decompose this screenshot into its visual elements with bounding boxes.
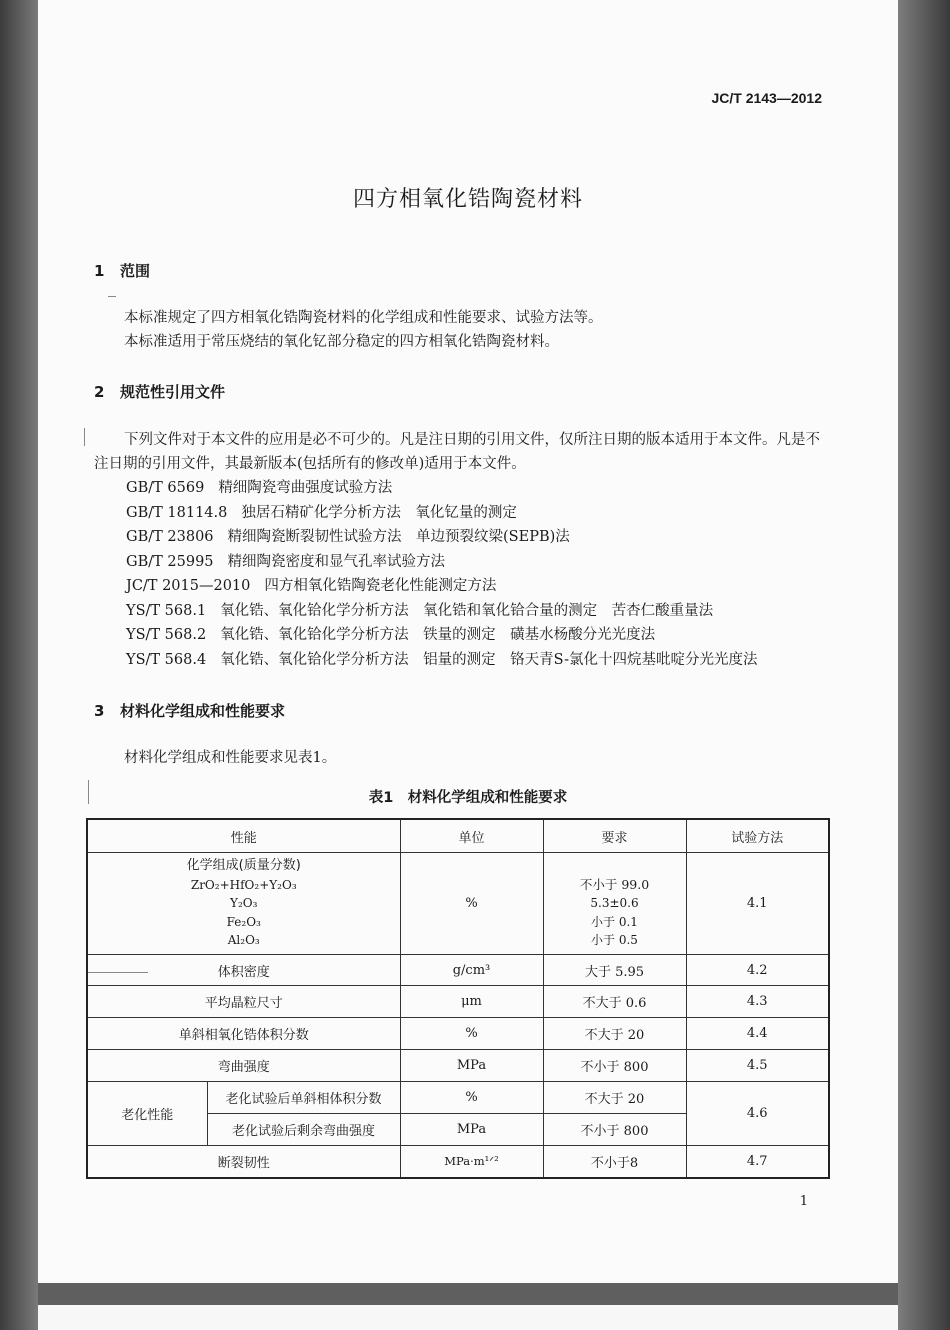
reference-title: 氧化锆、氧化铪化学分析方法 铝量的测定 铬天青S-氯化十四烷基吡啶分光光度法 xyxy=(220,651,758,668)
header-property: 性能 xyxy=(87,819,400,853)
requirement-cell: 不小于 800 xyxy=(543,1114,686,1146)
section-number: 3 xyxy=(94,702,105,720)
chem-line: Y₂O₃ xyxy=(230,896,258,911)
requirement-cell xyxy=(543,853,686,955)
chem-line: Al₂O₃ xyxy=(227,933,260,948)
method-cell: 4.5 xyxy=(686,1050,829,1082)
page-number: 1 xyxy=(799,1194,808,1209)
section-number: 2 xyxy=(94,383,105,401)
method-cell: 4.1 xyxy=(686,853,829,955)
requirement-cell: 不大于 20 xyxy=(543,1018,686,1050)
table-row xyxy=(87,1050,829,1082)
reference-code: YS/T 568.1 xyxy=(126,602,207,619)
section-3-heading xyxy=(94,700,285,721)
table-header-row xyxy=(87,819,829,853)
reference-item xyxy=(126,648,758,673)
requirement-cell: 不小于8 xyxy=(543,1146,686,1178)
reference-item xyxy=(126,476,758,501)
requirement-cell: 不小于 800 xyxy=(543,1050,686,1082)
header-requirement: 要求 xyxy=(543,819,686,853)
property-cell: 断裂韧性 xyxy=(87,1146,400,1178)
paragraph: 本标准规定了四方相氧化锆陶瓷材料的化学组成和性能要求、试验方法等。 xyxy=(124,310,603,326)
table-row xyxy=(87,1018,829,1050)
reference-code: YS/T 568.4 xyxy=(126,651,207,668)
method-cell: 4.7 xyxy=(686,1146,829,1178)
unit-cell: % xyxy=(400,853,543,955)
header-unit: 单位 xyxy=(400,819,543,853)
paragraph: 下列文件对于本文件的应用是必不可少的。凡是注日期的引用文件，仅所注日期的版本适用于本文件。凡是不注日期的引用文件，其最新版本(包括所有的修改单)适用于本文件。 xyxy=(94,432,820,472)
reference-item xyxy=(126,550,758,575)
section-number: 1 xyxy=(94,262,105,280)
property-cell: 老化试验后单斜相体积分数 xyxy=(207,1082,400,1114)
reference-title: 四方相氧化锆陶瓷老化性能测定方法 xyxy=(264,578,497,594)
scan-mark xyxy=(84,428,85,446)
property-cell: 平均晶粒尺寸 xyxy=(87,986,400,1018)
section-title: 范围 xyxy=(120,262,151,280)
section-2-body xyxy=(94,428,834,476)
req-line: 5.3±0.6 xyxy=(590,896,639,910)
section-3-body xyxy=(94,746,834,770)
section-title: 规范性引用文件 xyxy=(120,383,226,401)
reference-title: 独居石精矿化学分析方法 氧化钇量的测定 xyxy=(241,504,517,521)
unit-cell: MPa xyxy=(400,1050,543,1082)
table-row xyxy=(87,986,829,1018)
paragraph: 材料化学组成和性能要求见表1。 xyxy=(124,750,337,766)
req-line: 小于 0.5 xyxy=(591,933,638,947)
reference-item xyxy=(126,599,758,624)
method-cell: 4.6 xyxy=(686,1082,829,1146)
table-row xyxy=(87,955,829,986)
method-cell: 4.3 xyxy=(686,986,829,1018)
unit-cell: g/cm³ xyxy=(400,955,543,986)
table-row-chemical xyxy=(87,853,829,955)
reference-item xyxy=(126,525,758,550)
scan-mark xyxy=(88,780,89,804)
property-cell: 老化试验后剩余弯曲强度 xyxy=(207,1114,400,1146)
table-row-aging xyxy=(87,1082,829,1114)
reference-code: YS/T 568.2 xyxy=(126,627,207,643)
reference-title: 精细陶瓷断裂韧性试验方法 单边预裂纹梁(SEPB)法 xyxy=(227,529,570,545)
reference-code: GB/T 23806 xyxy=(126,529,214,545)
reference-item xyxy=(126,623,758,648)
req-line: 小于 0.1 xyxy=(591,914,638,929)
reference-title: 氧化锆、氧化铪化学分析方法 铁量的测定 磺基水杨酸分光光度法 xyxy=(220,627,656,643)
section-2-heading xyxy=(94,381,225,402)
property-cell: 弯曲强度 xyxy=(87,1050,400,1082)
reference-code: GB/T 6569 xyxy=(126,480,205,496)
requirement-cell: 大于 5.95 xyxy=(543,955,686,986)
method-cell: 4.4 xyxy=(686,1018,829,1050)
chem-line: Fe₂O₃ xyxy=(226,914,261,929)
reference-code: GB/T 25995 xyxy=(126,553,214,570)
reference-title: 精细陶瓷弯曲强度试验方法 xyxy=(218,480,393,496)
viewer-right-bezel xyxy=(898,0,950,1330)
req-line: 不小于 99.0 xyxy=(579,876,650,892)
requirements-table xyxy=(86,818,830,1179)
requirement-cell: 不大于 0.6 xyxy=(543,986,686,1018)
reference-code: JC/T 2015—2010 xyxy=(126,578,251,594)
aging-group-cell: 老化性能 xyxy=(87,1082,207,1146)
reference-title: 氧化锆、氧化铪化学分析方法 氧化锆和氧化铪合量的测定 苦杏仁酸重量法 xyxy=(220,602,714,619)
table-caption: 表1 材料化学组成和性能要求 xyxy=(368,790,568,806)
section-1-heading xyxy=(94,260,150,281)
viewer-left-bezel xyxy=(0,0,38,1330)
unit-cell: MPa xyxy=(400,1114,543,1146)
unit-cell: MPa·m¹ᐟ² xyxy=(400,1146,543,1178)
requirement-cell: 不大于 20 xyxy=(543,1082,686,1114)
section-title: 材料化学组成和性能要求 xyxy=(120,702,286,720)
property-cell: 单斜相氧化锆体积分数 xyxy=(87,1018,400,1050)
reference-item xyxy=(126,501,758,526)
method-cell: 4.2 xyxy=(686,955,829,986)
scan-mark xyxy=(88,972,148,973)
section-1-body xyxy=(94,306,834,354)
next-page-edge xyxy=(38,1305,898,1330)
property-cell: 体积密度 xyxy=(87,955,400,986)
scan-mark xyxy=(108,296,116,297)
unit-cell: μm xyxy=(400,986,543,1018)
unit-cell: % xyxy=(400,1082,543,1114)
standard-code: JC/T 2143—2012 xyxy=(711,90,822,106)
unit-cell: % xyxy=(400,1018,543,1050)
chem-line: 化学组成(质量分数) xyxy=(186,858,301,874)
paragraph: 本标准适用于常压烧结的氧化钇部分稳定的四方相氧化锆陶瓷材料。 xyxy=(124,334,559,350)
document-page xyxy=(38,0,898,1283)
reference-title: 精细陶瓷密度和显气孔率试验方法 xyxy=(227,553,446,570)
table-row xyxy=(87,1146,829,1178)
reference-item xyxy=(126,574,758,599)
header-test-method: 试验方法 xyxy=(686,819,829,853)
reference-list xyxy=(126,476,758,672)
reference-code: GB/T 18114.8 xyxy=(126,504,228,521)
chem-line: ZrO₂+HfO₂+Y₂O₃ xyxy=(190,877,297,892)
chemical-composition-cell xyxy=(87,853,400,955)
document-title: 四方相氧化锆陶瓷材料 xyxy=(352,187,583,212)
